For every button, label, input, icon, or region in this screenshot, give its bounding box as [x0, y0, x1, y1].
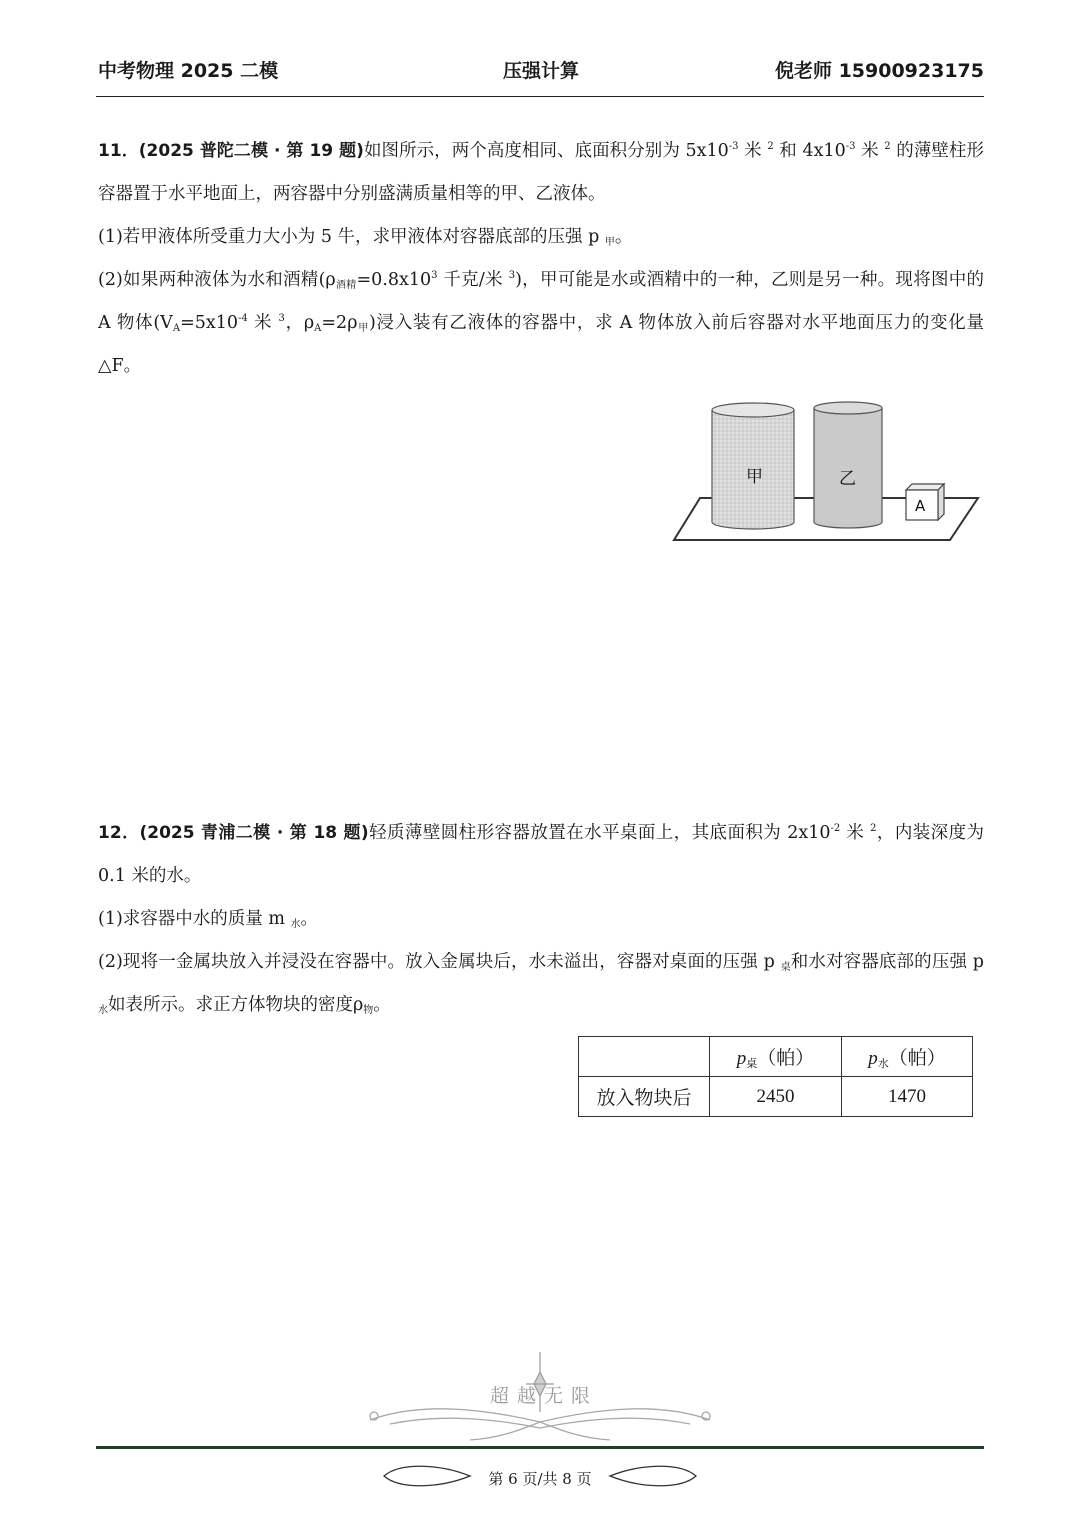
header-teacher: 倪老师 15900923175	[774, 60, 984, 82]
table-header-row	[579, 1037, 973, 1077]
cell-p-table: 2450	[710, 1077, 842, 1117]
q12-part2: (2)现将一金属块放入并浸没在容器中。放入金属块后，水未溢出，容器对桌面的压强 p $_桌$和水对容器底部的压强 p $_水$如表所示。求正方体物块的密度$\rho_物$。	[98, 952, 985, 1016]
question-11	[98, 130, 984, 388]
cube-a	[906, 484, 944, 520]
table-corner-cell	[579, 1037, 710, 1077]
q11-source: (2025 普陀二模 · 第 19 题)	[138, 141, 364, 161]
q12-number: 12．	[98, 823, 140, 843]
label-jia: 甲	[746, 467, 763, 487]
label-yi: 乙	[839, 469, 856, 489]
table-row	[579, 1077, 973, 1117]
cell-p-water: 1470	[842, 1077, 973, 1117]
question-12	[98, 812, 984, 1027]
header-divider	[96, 96, 984, 97]
q12-pressure-table	[578, 1036, 973, 1117]
page-number: 第 6 页/共 8 页	[488, 1470, 592, 1488]
container-yi	[814, 402, 882, 528]
header-topic: 压强计算	[502, 60, 579, 82]
label-a: A	[915, 497, 926, 515]
q12-source: (2025 青浦二模 · 第 18 题)	[139, 823, 369, 843]
logo-text: 超越无限	[490, 1385, 599, 1407]
footer-divider	[96, 1446, 984, 1449]
q11-number: 11．	[98, 141, 139, 161]
q11-part1: (1)若甲液体所受重力大小为 5 牛，求甲液体对容器底部的压强 p $_甲$。	[98, 227, 633, 248]
container-jia	[712, 403, 794, 529]
footer-logo	[360, 1350, 720, 1450]
q11-part2: (2)如果两种液体为水和酒精($\rho_{酒精}=0.8x10^3$ 千克/米 $^3$)，甲可能是水或酒精中的一种，乙则是另一种。现将图中的 A 物体($V_A=5x10^{-4}$ 米 $^3$，$\rho_A=2\rho_甲$)浸入装有乙液体的容器中，求 A 物体放入前后容器对水平地面压力的变化量△F。	[98, 270, 985, 376]
col-header-p-water: p水（帕）	[842, 1037, 973, 1077]
flourish-icon	[370, 1409, 710, 1440]
page-header	[98, 50, 984, 84]
header-course: 中考物理 2025 二模	[98, 60, 279, 82]
q12-stem: 12．(2025 青浦二模 · 第 18 题)轻质薄壁圆柱形容器放置在水平桌面上，其底面积为 $2x10^{-2}$ 米 $^2$，内装深度为 0.1 米的水。	[98, 823, 984, 886]
q11-figure	[672, 396, 982, 546]
q12-part1: (1)求容器中水的质量 m $_水$。	[98, 909, 319, 930]
col-header-p-table: p桌（帕）	[710, 1037, 842, 1077]
q11-stem: 11．(2025 普陀二模 · 第 19 题)如图所示，两个高度相同、底面积分别为 $5x10^{-3}$ 米 $^2$ 和 $4x10^{-3}$ 米 $^2$ 的薄壁柱形容器置于水平地面上，两容器中分别盛满质量相等的甲、乙液体。	[98, 141, 984, 204]
row-label: 放入物块后	[579, 1077, 710, 1117]
